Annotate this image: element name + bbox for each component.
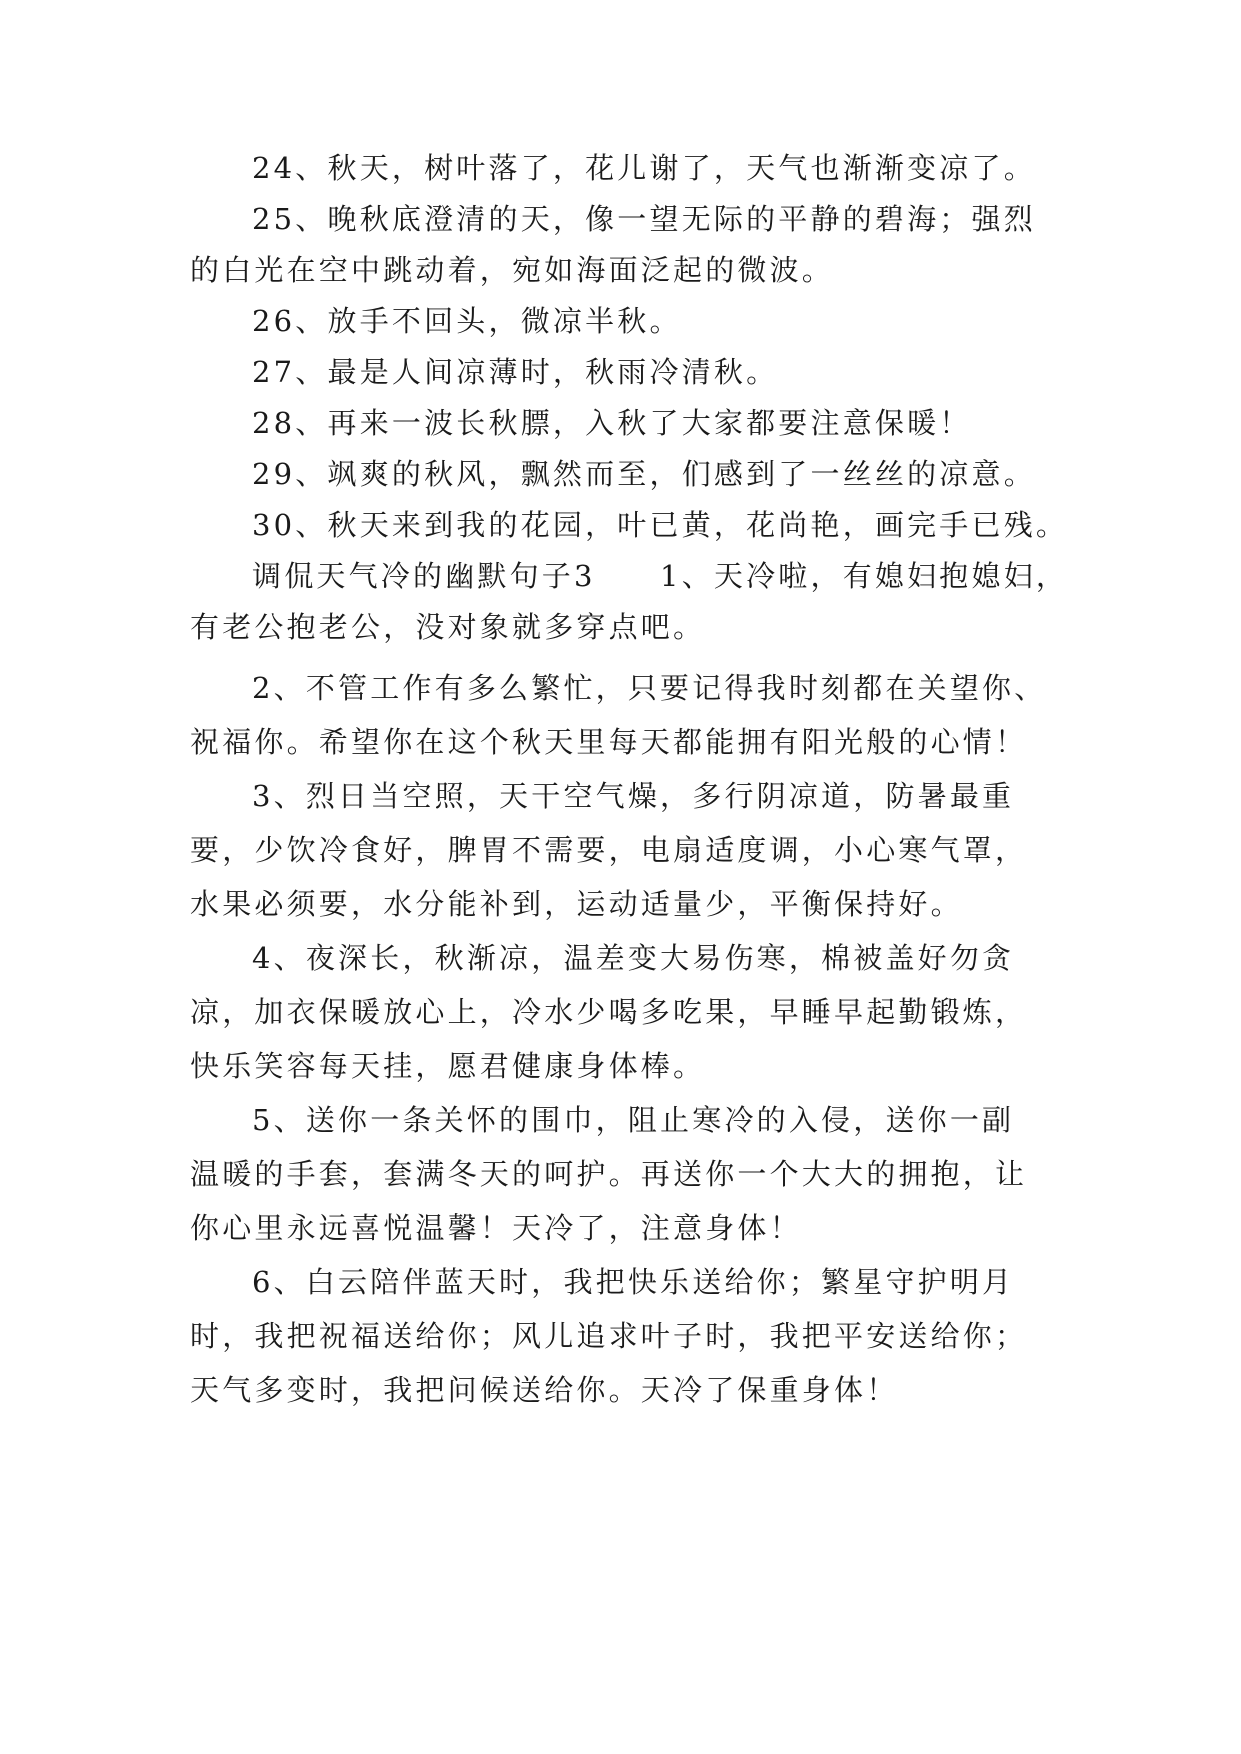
text-line: 凉，加衣保暖放心上，冷水少喝多吃果，早睡早起勤锻炼， <box>190 995 1028 1029</box>
text-line: 祝福你。希望你在这个秋天里每天都能拥有阳光般的心情！ <box>190 725 1028 759</box>
text-line: 你心里永远喜悦温馨！天冷了，注意身体！ <box>190 1211 802 1245</box>
text-line: 天气多变时，我把问候送给你。天冷了保重身体！ <box>190 1373 899 1407</box>
text-line: 27、最是人间凉薄时，秋雨冷清秋。 <box>252 355 779 389</box>
text-line: 温暖的手套，套满冬天的呵护。再送你一个大大的拥抱，让 <box>190 1157 1028 1191</box>
text-line: 2、不管工作有多么繁忙，只要记得我时刻都在关望你、 <box>252 671 1047 705</box>
text-line: 24、秋天，树叶落了，花儿谢了，天气也渐渐变凉了。 <box>252 151 1036 185</box>
text-line: 6、白云陪伴蓝天时，我把快乐送给你；繁星守护明月 <box>252 1265 1015 1299</box>
text-line: 的白光在空中跳动着，宛如海面泛起的微波。 <box>190 253 835 287</box>
text-line: 29、飒爽的秋风，飘然而至，们感到了一丝丝的凉意。 <box>252 457 1036 491</box>
text-line: 要，少饮冷食好，脾胃不需要，电扇适度调，小心寒气罩， <box>190 833 1028 867</box>
text-line: 5、送你一条关怀的围巾，阻止寒冷的入侵，送你一副 <box>252 1103 1015 1137</box>
text-line: 25、晚秋底澄清的天，像一望无际的平静的碧海；强烈 <box>252 202 1036 236</box>
text-line: 调侃天气冷的幽默句子3 1、天冷啦，有媳妇抱媳妇， <box>252 559 1069 593</box>
text-line: 26、放手不回头，微凉半秋。 <box>252 304 682 338</box>
text-line: 28、再来一波长秋膘，入秋了大家都要注意保暖！ <box>252 406 972 440</box>
text-line: 快乐笑容每天挂，愿君健康身体棒。 <box>190 1049 706 1083</box>
text-line: 30、秋天来到我的花园，叶已黄，花尚艳，画完手已残。 <box>252 508 1069 542</box>
text-line: 3、烈日当空照，天干空气燥，多行阴凉道，防暑最重 <box>252 779 1015 813</box>
text-line: 时，我把祝福送给你；风儿追求叶子时，我把平安送给你； <box>190 1319 1028 1353</box>
text-line: 水果必须要，水分能补到，运动适量少，平衡保持好。 <box>190 887 963 921</box>
text-line: 4、夜深长，秋渐凉，温差变大易伤寒，棉被盖好勿贪 <box>252 941 1015 975</box>
text-line: 有老公抱老公，没对象就多穿点吧。 <box>190 610 706 644</box>
